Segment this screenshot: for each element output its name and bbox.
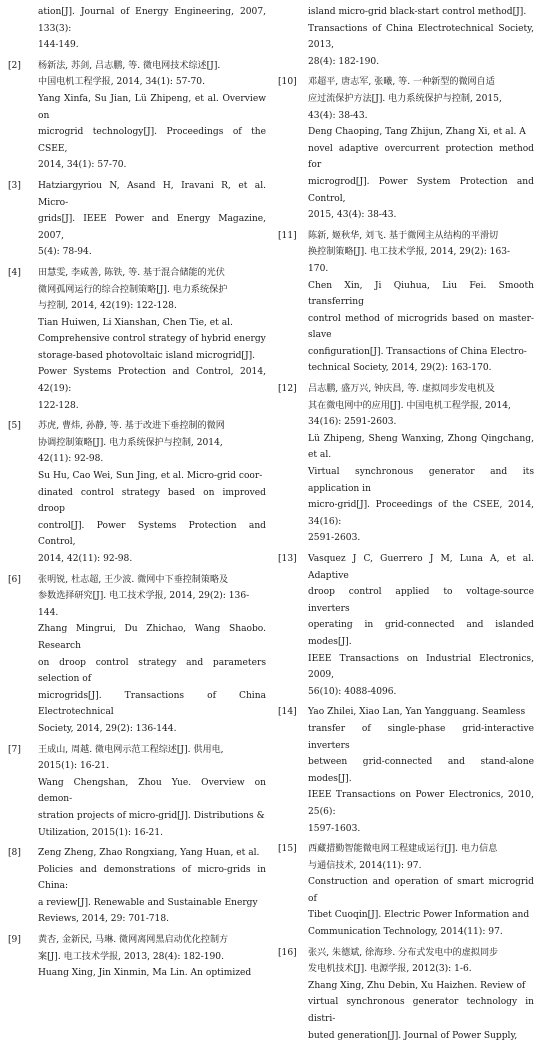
reference-text [308, 841, 534, 941]
reference-text [308, 381, 534, 547]
reference-line: Tibet Cuoqin[J]. Electric Power Information and [308, 910, 530, 921]
reference-text [308, 4, 534, 70]
reference-number: [4] [8, 267, 21, 278]
reference-text [38, 932, 266, 982]
reference-line: control[J]. Power Systems Protection and Control, [38, 520, 266, 548]
reference-line: 陈新, 姬秋华, 刘飞. 基于微网主从结构的平滑切 [308, 230, 499, 241]
reference-line: buted generation[J]. Journal of Power Supply, [308, 1030, 518, 1041]
reference-entry [8, 572, 266, 738]
reference-line: 2015, 43(4): 38-43. [308, 210, 397, 221]
reference-number: [12] [278, 384, 297, 395]
reference-line: 2014, 42(11): 92-98. [38, 554, 133, 564]
reference-line: Utilization, 2015(1): 16-21. [38, 827, 164, 838]
reference-line: IEEE Transactions on Industrial Electronics, 2009, [308, 653, 534, 681]
reference-text [38, 58, 266, 174]
reference-line: between grid-connected and stand-alone modes[J]. [308, 757, 534, 784]
reference-entry [8, 742, 266, 842]
reference-line: virtual synchronous generator technology in distri- [308, 997, 534, 1025]
reference-line: storage-based photovoltaic island microgrid[J]. [38, 350, 256, 361]
reference-line: Policies and demonstrations of micro-grids in China: [38, 864, 266, 892]
reference-number: [14] [278, 707, 297, 718]
reference-number: [9] [8, 935, 21, 946]
reference-number: [15] [278, 844, 297, 855]
reference-line: microgrod[J]. Power System Protection and Control, [308, 176, 534, 204]
reference-number: [3] [8, 180, 21, 191]
reference-line: 其在微电网中的应用[J]. 中国电机工程学报, 2014, [308, 400, 511, 411]
reference-line: Comprehensive control strategy of hybrid energy [38, 334, 266, 345]
reference-entry [8, 932, 266, 982]
reference-line: 2014, 34(1): 57-70. [38, 160, 127, 171]
reference-line: grids[J]. IEEE Power and Energy Magazine, 2007, [38, 214, 266, 241]
reference-line: Reviews, 2014, 29: 701-718. [38, 914, 170, 925]
reference-line: 王成山, 周越. 微电网示范工程综述[J]. 供用电, [38, 744, 224, 755]
reference-line: Chen Xin, Ji Qiuhua, Liu Fei. Smooth transferring [308, 280, 534, 308]
reference-text [38, 418, 266, 567]
reference-line: technical Society, 2014, 29(2): 163-170. [308, 363, 492, 374]
reference-entry [8, 418, 266, 567]
reference-line: 田慧雯, 李咸善, 陈铁, 等. 基于混合储能的光伏 [38, 267, 225, 278]
reference-entry [278, 551, 534, 700]
reference-text [38, 178, 266, 261]
reference-line: 张兴, 朱德斌, 徐海珍. 分布式发电中的虚拟同步 [308, 947, 499, 958]
reference-line: 5(4): 78-94. [38, 247, 92, 258]
reference-line: transfer of single-phase grid-interactive inverters [308, 723, 534, 751]
reference-line: 1597-1603. [308, 823, 361, 834]
reference-entry [278, 74, 534, 223]
reference-line: 发电机技术[J]. 电源学报, 2012(3): 1-6. [308, 964, 472, 975]
reference-line: a review[J]. Renewable and Sustainable Energy [38, 897, 258, 908]
reference-line: Deng Chaoping, Tang Zhijun, Zhang Xi, et al. A [308, 127, 526, 138]
reference-line: 苏虎, 曹炜, 孙静, 等. 基于改进下垂控制的微网 [38, 421, 225, 432]
reference-line: 144-149. [38, 40, 79, 51]
reference-number: [2] [8, 60, 21, 71]
reference-line: 42(11): 92-98. [38, 454, 104, 465]
reference-text [38, 265, 266, 414]
reference-line: 西藏措勤智能微电网工程建成运行[J]. 电力信息 [308, 844, 498, 855]
reference-line: Yang Xinfa, Su Jian, Lü Zhipeng, et al. Overview on [38, 93, 266, 121]
reference-line: Power Systems Protection and Control, 2014, 42(19): [38, 367, 266, 395]
reference-entry [278, 945, 534, 1045]
reference-entry [278, 381, 534, 547]
reference-line: island micro-grid black-start control method[J]. [308, 7, 527, 17]
reference-line: Zhang Xing, Zhu Debin, Xu Haizhen. Review of [308, 980, 526, 991]
reference-number: [13] [278, 554, 297, 564]
reference-line: 56(10): 4088-4096. [308, 686, 397, 697]
reference-line: 微网孤网运行的综合控制策略[J]. 电力系统保护 [38, 284, 228, 295]
reference-line: 与通信技术, 2014(11): 97. [308, 860, 422, 871]
reference-entry [278, 841, 534, 941]
reference-line: 参数选择研究[J]. 电工技术学报, 2014, 29(2): 136- [38, 591, 250, 602]
reference-line: 中国电机工程学报, 2014, 34(1): 57-70. [38, 77, 205, 88]
reference-number: [5] [8, 421, 21, 432]
reference-entry [8, 845, 266, 928]
reference-number: [6] [8, 574, 21, 585]
reference-line: 43(4): 38-43. [308, 110, 368, 121]
reference-line: stration projects of micro-grid[J]. Distributions & [38, 810, 265, 821]
reference-line: micro-grid[J]. Proceedings of the CSEE, 2014, 34(16): [308, 500, 534, 527]
reference-number: [11] [278, 230, 297, 241]
reference-line: operating in grid-connected and islanded modes[J]. [308, 620, 534, 647]
reference-line: 换控制策略[J]. 电工技术学报, 2014, 29(2): 163- [308, 247, 511, 258]
reference-line: Wang Chengshan, Zhou Yue. Overview on demon- [38, 777, 266, 805]
reference-number: [7] [8, 744, 21, 755]
reference-line: Yao Zhilei, Xiao Lan, Yan Yangguang. Seamless [308, 707, 526, 718]
reference-line: Tian Huiwen, Li Xianshan, Chen Tie, et al. [38, 317, 233, 328]
reference-line: 2015(1): 16-21. [38, 761, 110, 772]
reference-entry [8, 265, 266, 414]
reference-line: microgrid technology[J]. Proceedings of the CSEE, [38, 127, 266, 154]
reference-continuation [278, 4, 534, 70]
reference-line: on droop control strategy and parameters selection of [38, 657, 266, 685]
reference-line: Society, 2014, 29(2): 136-144. [38, 723, 177, 734]
reference-line: 张明锐, 杜志超, 王少波. 微网中下垂控制策略及 [38, 574, 229, 585]
reference-number: [16] [278, 947, 297, 958]
reference-line: Zeng Zheng, Zhao Rongxiang, Yang Huan, et al. [38, 848, 260, 859]
reference-line: 案[J]. 电工技术学报, 2013, 28(4): 182-190. [38, 951, 224, 962]
reference-line: 黄杏, 金新民, 马琳. 微网离网黑启动优化控制方 [38, 935, 229, 946]
reference-entry [8, 178, 266, 261]
reference-line: configuration[J]. Transactions of China Electro- [308, 346, 527, 357]
reference-line: Huang Xing, Jin Xinmin, Ma Lin. An optimized [38, 968, 252, 979]
reference-line: Construction and operation of smart microgrid of [308, 877, 534, 904]
reference-line: Hatziargyriou N, Asand H, Iravani R, et al. Micro- [38, 180, 266, 208]
reference-entry [278, 228, 534, 377]
reference-line: droop control applied to voltage-source inverters [308, 587, 534, 614]
reference-line: 144. [38, 607, 59, 618]
reference-text [38, 572, 266, 738]
reference-line: 应过流保护方法[J]. 电力系统保护与控制, 2015, [308, 93, 502, 104]
reference-text [38, 4, 266, 54]
reference-line: 122-128. [38, 400, 79, 411]
reference-line: 与控制, 2014, 42(19): 122-128. [38, 301, 177, 312]
reference-line: 170. [308, 263, 329, 274]
reference-entry [8, 58, 266, 174]
reference-line: microgrids[J]. Transactions of China Electrotechnical [38, 690, 266, 718]
reference-line: Vasquez J C, Guerrero J M, Luna A, et al. Adaptive [308, 554, 534, 581]
reference-column-left [8, 4, 266, 986]
reference-line: Lü Zhipeng, Sheng Wanxing, Zhong Qingchang, et al. [308, 433, 534, 461]
reference-line: dinated control strategy based on improved droop [38, 487, 266, 515]
reference-text [308, 551, 534, 700]
reference-text [308, 228, 534, 377]
reference-text [308, 945, 534, 1045]
reference-line: Virtual synchronous generator and its application in [308, 467, 534, 494]
reference-text [308, 704, 534, 837]
reference-line: 吕志鹏, 盛万兴, 钟庆昌, 等. 虚拟同步发电机及 [308, 384, 495, 395]
reference-line: novel adaptive overcurrent protection method for [308, 143, 534, 171]
reference-column-right [278, 4, 534, 1048]
reference-text [38, 742, 266, 842]
reference-text [38, 845, 266, 928]
reference-line: Transactions of China Electrotechnical Society, 2013, [308, 23, 534, 51]
reference-entry [278, 704, 534, 837]
reference-number: [8] [8, 848, 21, 859]
reference-line: Su Hu, Cao Wei, Sun Jing, et al. Micro-grid coor- [38, 471, 263, 482]
reference-line: 28(4): 182-190. [308, 56, 380, 67]
reference-line: ation[J]. Journal of Energy Engineering, 2007, 133(3): [38, 7, 266, 34]
reference-text [308, 74, 534, 223]
reference-line: IEEE Transactions on Power Electronics, 2010, 25(6): [308, 790, 534, 817]
reference-line: 协调控制策略[J]. 电力系统保护与控制, 2014, [38, 437, 223, 448]
reference-line: 杨新法, 苏剑, 吕志鹏, 等. 微电网技术综述[J]. [38, 60, 221, 71]
reference-line: 邓超平, 唐志军, 张曦, 等. 一种新型的微网自适 [308, 77, 495, 88]
reference-line: Communication Technology, 2014(11): 97. [308, 927, 503, 938]
reference-line: 34(16): 2591-2603. [308, 417, 397, 428]
reference-number: [10] [278, 77, 297, 88]
reference-line: 2591-2603. [308, 533, 361, 544]
reference-continuation [8, 4, 266, 54]
reference-line: Zhang Mingrui, Du Zhichao, Wang Shaobo. Research [38, 624, 266, 651]
reference-line: control method of microgrids based on master-slave [308, 313, 534, 341]
